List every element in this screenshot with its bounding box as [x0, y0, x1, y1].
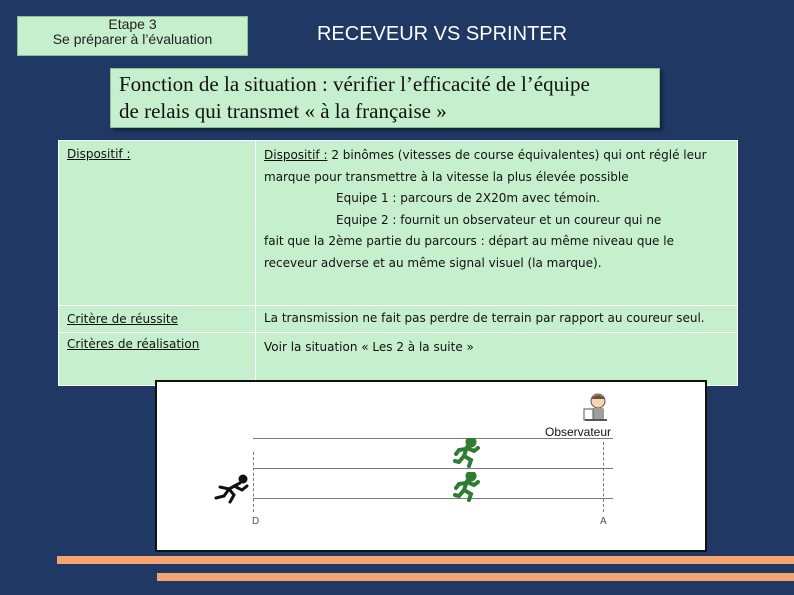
stage-line-2: Se préparer à l’évaluation [52, 31, 213, 47]
dispositif-lead: Dispositif : [264, 148, 328, 162]
situation-box [110, 68, 660, 128]
reussite-text: La transmission ne fait pas perdre de terrain par rapport au coureur seul. [264, 311, 705, 326]
track-diagram [155, 380, 707, 552]
table-row [59, 333, 738, 386]
start-tick [253, 452, 254, 512]
dispositif-text: 2 binômes (vitesses de course équivalentes) qui ont réglé leur marque pour transmettre à la vitesse la plus élevée possible [264, 148, 707, 184]
team-1-text: Equipe 1 : parcours de 2X20m avec témoin. [336, 191, 601, 205]
dispositif-label-cell [59, 141, 256, 306]
criteria-table [58, 140, 738, 386]
lane-line-bottom [253, 498, 613, 499]
decor-bar-1 [57, 556, 794, 564]
table-row [59, 306, 738, 333]
dispositif-text-cell [256, 141, 738, 306]
realisation-text-cell [256, 333, 738, 386]
reussite-text-cell [256, 306, 738, 333]
realisation-label: Critères de réalisation [67, 337, 200, 351]
dispositif-label: Dispositif : [67, 147, 131, 161]
situation-line-2: de relais qui transmet « à la française » [119, 99, 447, 123]
lane-line-middle [253, 468, 613, 469]
stage-box [17, 16, 248, 56]
start-label: D [252, 516, 260, 527]
runner-icon-2 [453, 472, 481, 502]
stage-line-1: Etape 3 [108, 16, 157, 32]
reussite-label-cell [59, 306, 256, 333]
reussite-label: Critère de réussite [67, 312, 178, 326]
realisation-text: Voir la situation « Les 2 à la suite » [264, 340, 474, 354]
team-2-text: Equipe 2 : fournit un observateur et un coureur qui ne [336, 212, 662, 227]
observer-label: Observateur [545, 425, 612, 439]
table-row [59, 141, 738, 306]
finish-tick [603, 442, 604, 512]
realisation-label-cell [59, 333, 256, 386]
runner-icon-1 [453, 438, 481, 468]
sprinter-icon [212, 474, 252, 504]
observer-icon [581, 392, 611, 424]
situation-line-1: Fonction de la situation : vérifier l’efficacité de l’équipe [119, 72, 590, 96]
end-label: A [600, 516, 607, 527]
page-title: RECEVEUR VS SPRINTER [316, 23, 568, 45]
team-2-continuation: fait que la 2ème partie du parcours : départ au même niveau que le receveur adverse et au même signal visuel (la marque). [264, 234, 674, 270]
decor-bar-2 [157, 573, 794, 581]
